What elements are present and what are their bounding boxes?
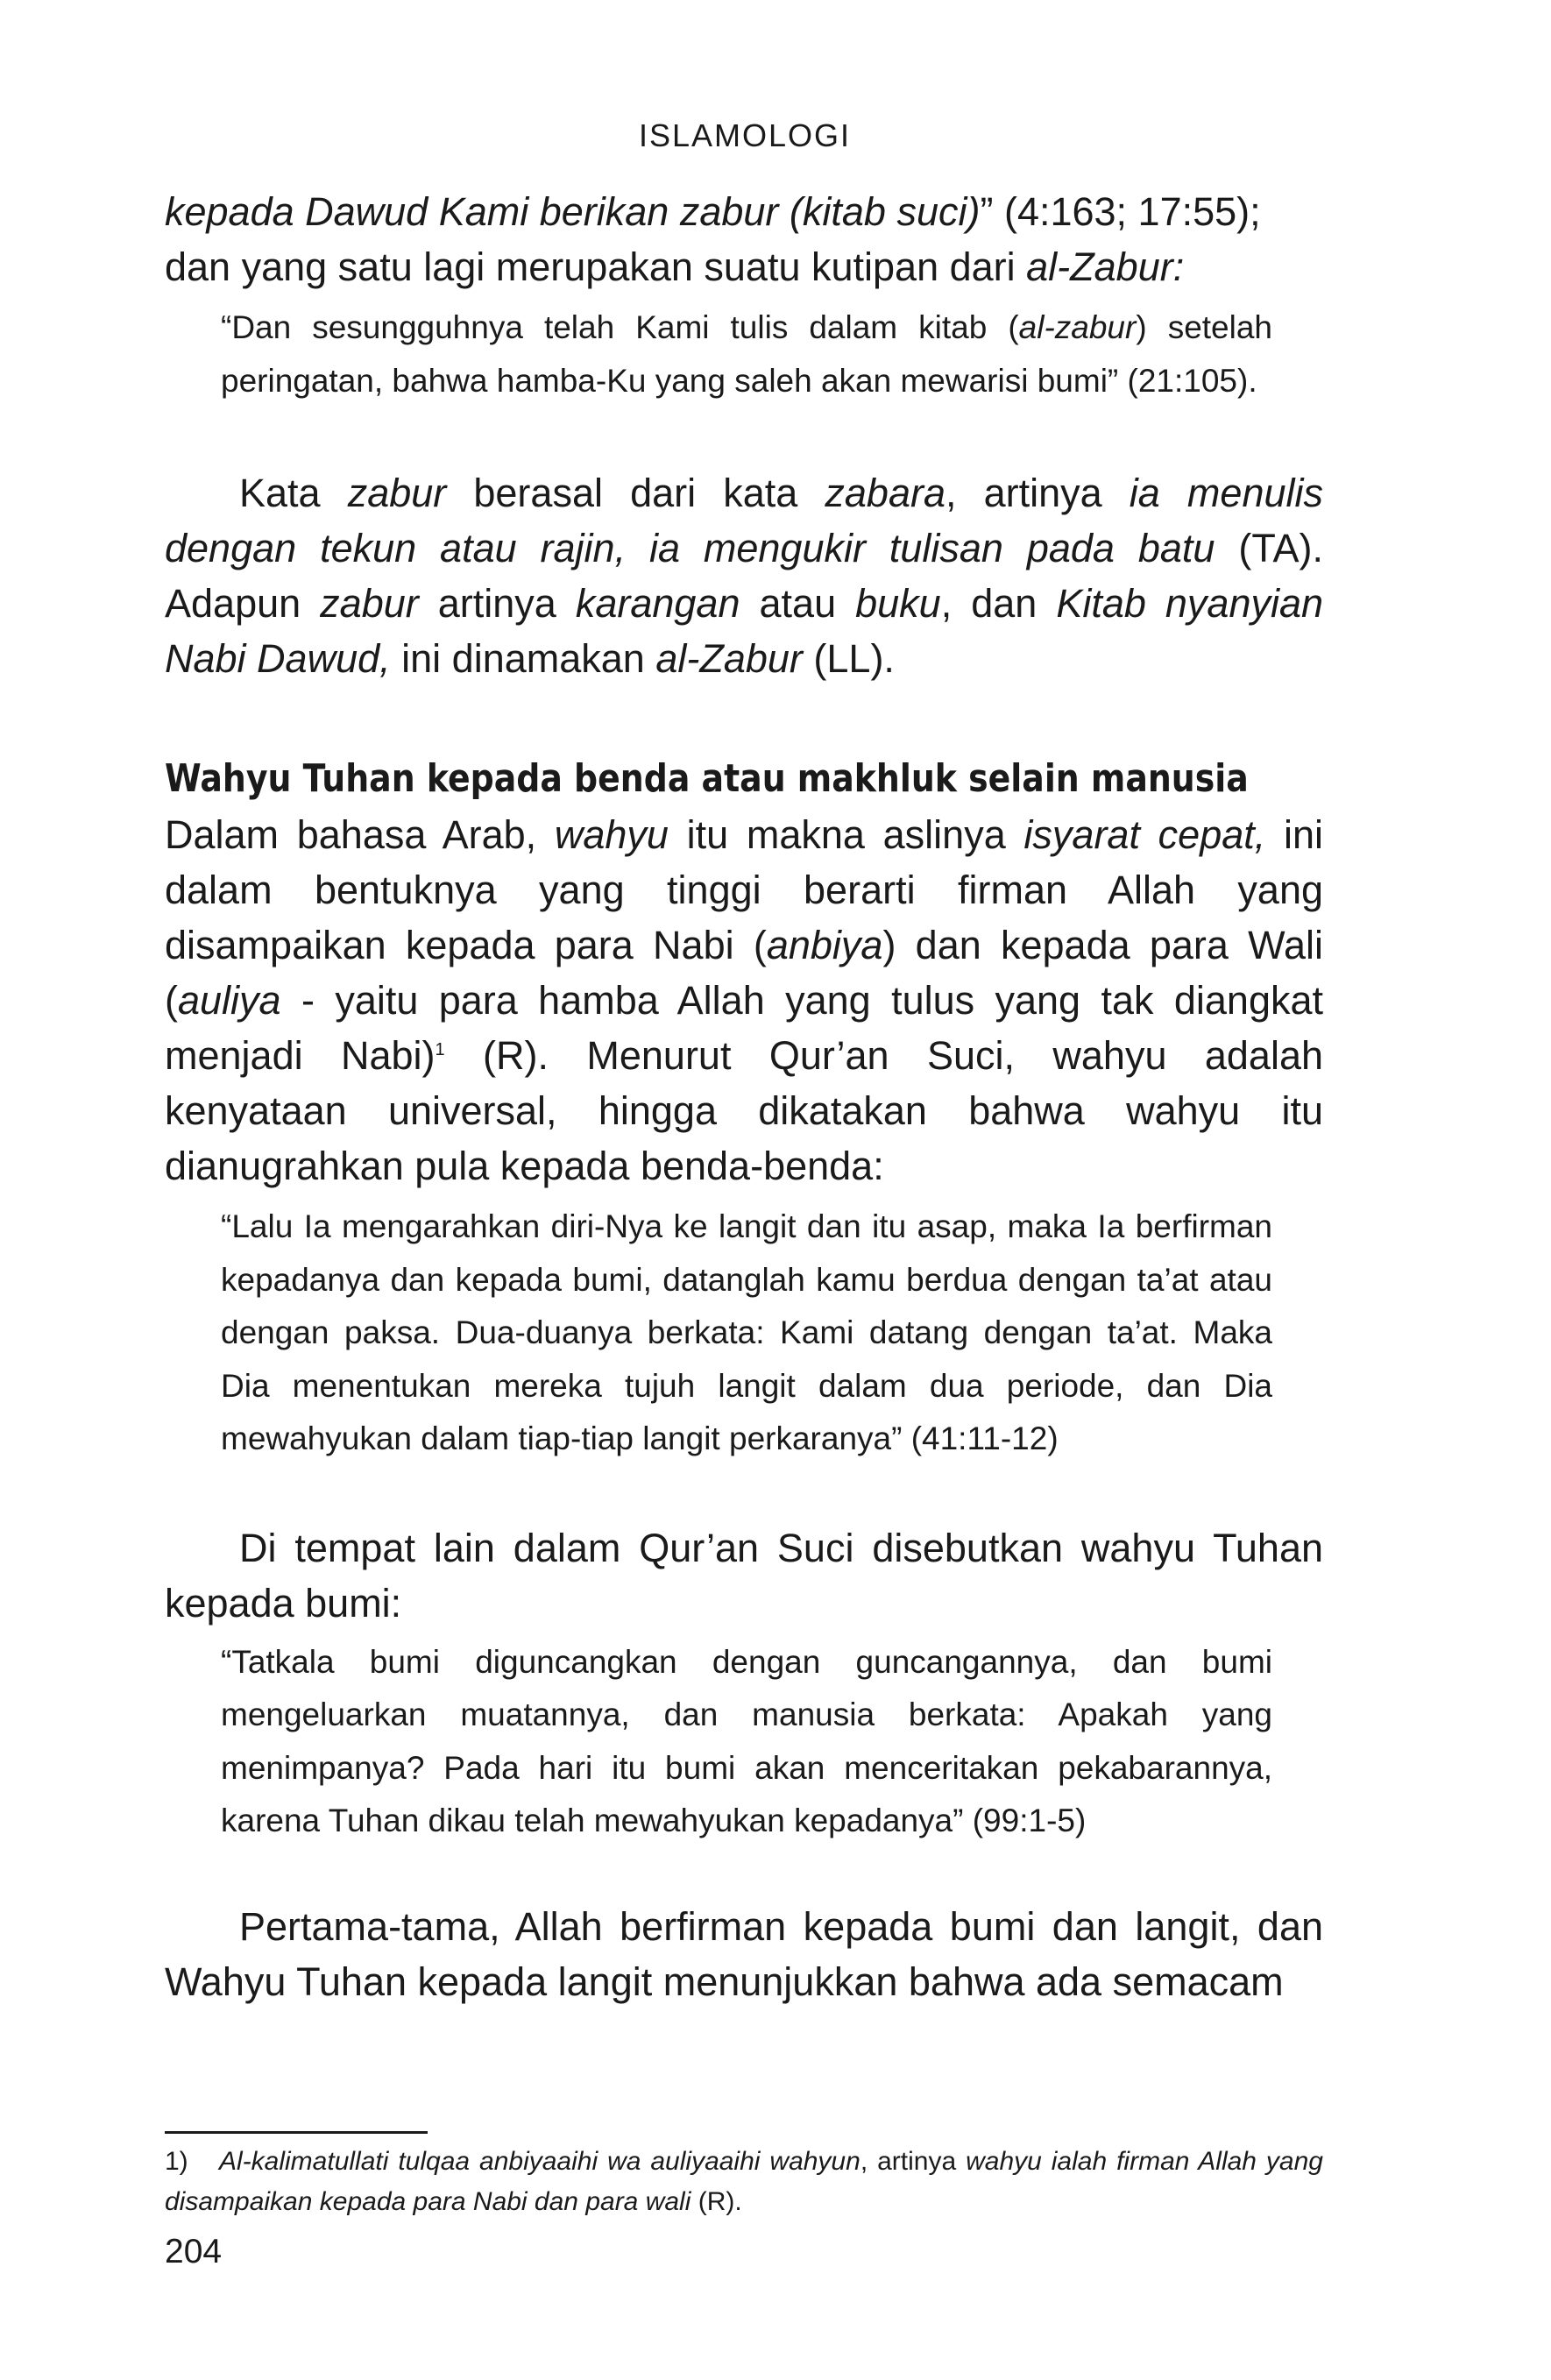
paragraph-last: Pertama-tama, Allah berfirman kepada bumi dan langit, dan Wahyu Tuhan kepada langit menunjukkan bahwa ada semacam <box>165 1903 1323 2004</box>
paragraph-zabur: Kata zabur berasal dari kata zabara, artinya ia menulis dengan tekun atau rajin, ia mengukir tulisan pada batu (TA). Adapun zabur artinya karangan atau buku, dan Kitab nyanyian Nabi Dawud, ini dinamakan al-Zabur (LL). <box>165 471 1324 681</box>
running-head: ISLAMOLOGI <box>638 117 852 153</box>
page-number: 204 <box>165 2233 223 2270</box>
paragraph-bumi: Di tempat lain dalam Qur’an Suci disebutkan wahyu Tuhan kepada bumi: <box>165 1525 1323 1626</box>
continuation-paragraph: kepada Dawud Kami berikan zabur (kitab suci)” (4:163; 17:55); dan yang satu lagi merupakan suatu kutipan dari al-Zabur: <box>165 189 1261 289</box>
section-heading: Wahyu Tuhan kepada benda atau makhluk selain manusia <box>165 756 1249 801</box>
page-body <box>165 184 1323 2009</box>
paragraph-wahyu: Dalam bahasa Arab, wahyu itu makna aslinya isyarat cepat, ini dalam bentuknya yang tinggi berarti firman Allah yang disampaikan kepada para Nabi (anbiya) dan kepada para Wali (auliya - yaitu para hamba Allah yang tulus yang tak diangkat menjadi Nabi)$^1$ (R). Menurut Qur’an Suci, wahyu adalah kenyataan universal, hingga dikatakan bahwa wahyu itu dianugrahkan pula kepada benda-benda: <box>165 812 1323 1188</box>
footnote: 1) Al-kalimatullati tulqaa anbiyaaihi wa auliyaaihi wahyun, artinya wahyu ialah firman Allah yang disampaikan kepada para Nabi dan para wali (R). <box>165 2147 1323 2216</box>
quote-99-1-5: “Tatkala bumi diguncangkan dengan guncangannya, dan bumi mengeluarkan muatannya, dan manusia berkata: Apakah yang menimpanya? Pada hari itu bumi akan menceritakan pekabarannya, karena Tuhan dikau telah mewahyukan kepadanya” (99:1-5) <box>221 1643 1272 1838</box>
quote-41-11-12: “Lalu Ia mengarahkan diri-Nya ke langit dan itu asap, maka Ia berfirman kepadanya dan kepada bumi, datanglah kamu berdua dengan ta’at atau dengan paksa. Dua-duanya berkata: Kami datang dengan ta’at. Maka Dia menentukan mereka tujuh langit dalam dua periode, dan Dia mewahyukan dalam tiap-tiap langit perkaranya” (41:11-12) <box>221 1208 1272 1456</box>
quote-21-105: “Dan sesungguhnya telah Kami tulis dalam kitab (al-zabur) setelah peringatan, bahwa hamba-Ku yang saleh akan mewarisi bumi” (21:105). <box>221 309 1272 399</box>
footnote-divider <box>165 2131 428 2134</box>
footnote-reference: 1 <box>435 1040 445 1059</box>
